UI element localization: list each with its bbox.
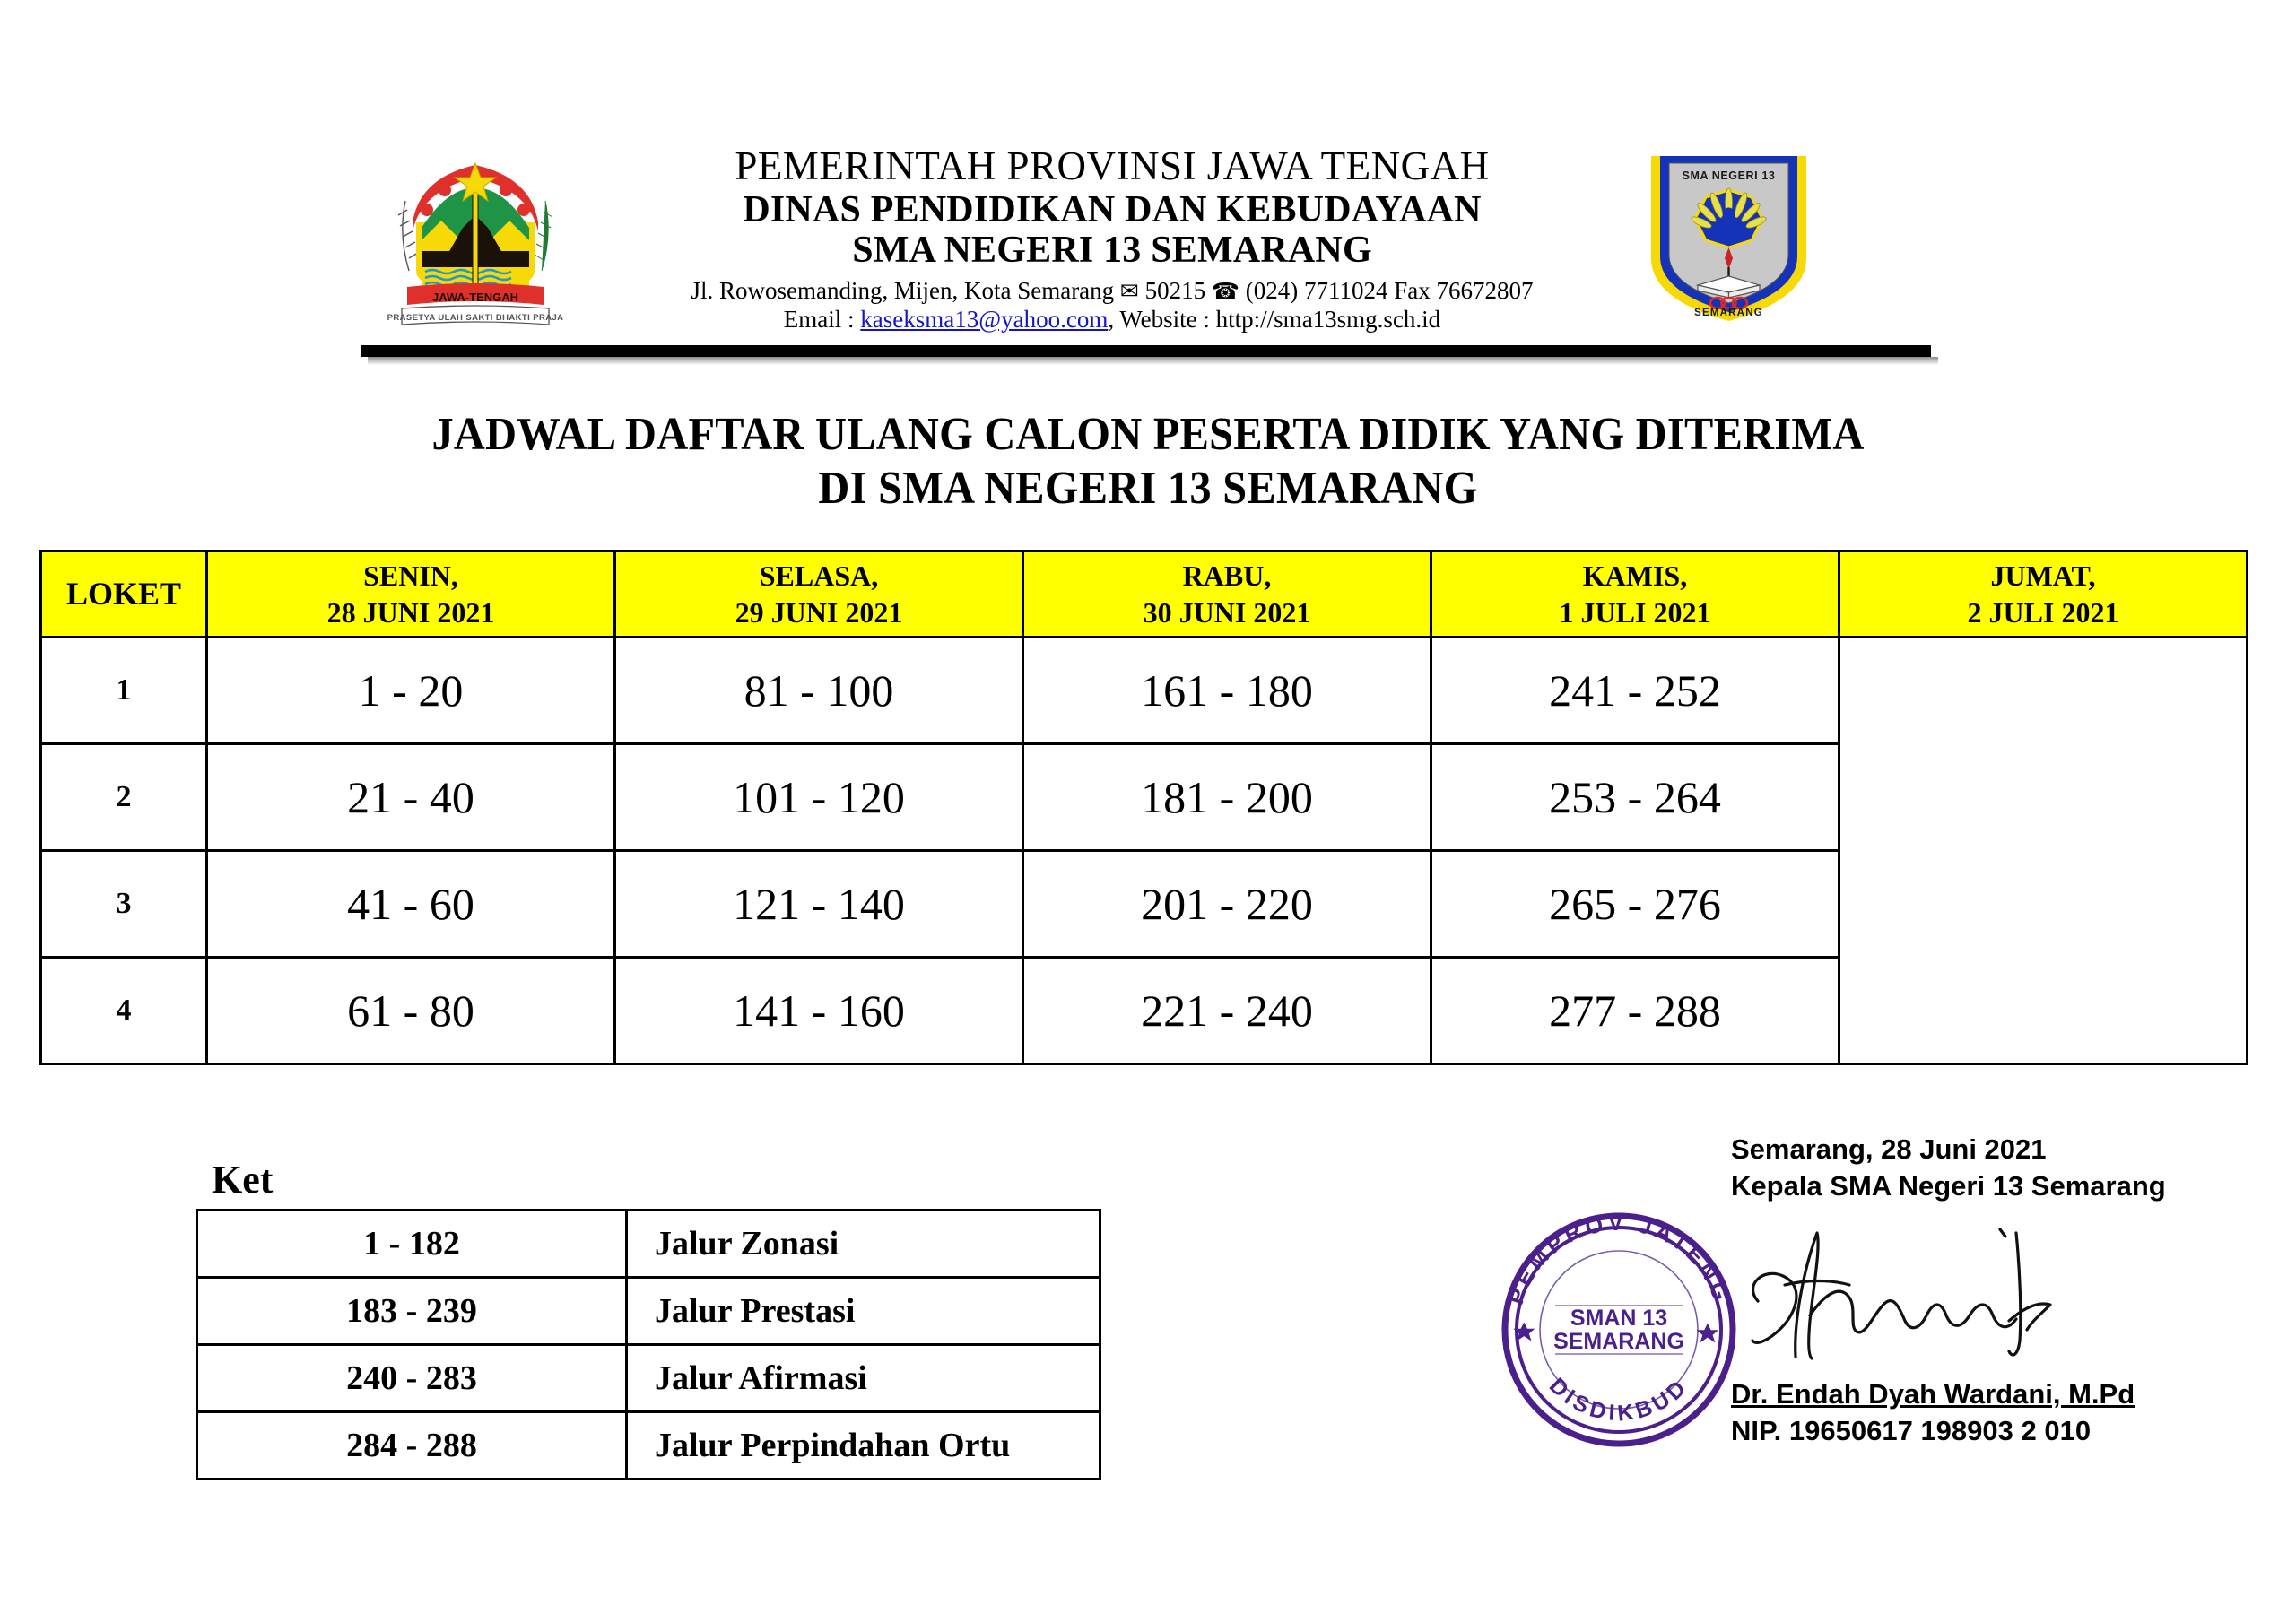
column-header-loket (41, 551, 207, 638)
stamp-top-arc-text: PEMPROV JATENG (1502, 1210, 1735, 1308)
schedule-header-row (41, 551, 2248, 638)
page-title-line-1: JADWAL DAFTAR ULANG CALON PESERTA DIDIK YANG DITERIMA (431, 409, 1865, 460)
column-header-jumat (1839, 551, 2248, 638)
range-selasa: 141 - 160 (615, 958, 1023, 1064)
email-link[interactable]: kaseksma13@yahoo.com (860, 306, 1109, 334)
range-kamis: 253 - 264 (1431, 744, 1839, 851)
signature-block (1731, 1132, 2233, 1205)
ket-range: 284 - 288 (197, 1412, 627, 1480)
ket-label: Ket (212, 1158, 274, 1202)
range-senin: 21 - 40 (207, 744, 615, 851)
loket-number: 2 (41, 744, 207, 851)
header-day-senin: SENIN, (363, 559, 458, 592)
header-date-rabu: 30 JUNI 2021 (1143, 595, 1311, 629)
header-day-jumat: JUMAT, (1990, 559, 2096, 592)
header-day-rabu: RABU, (1182, 559, 1272, 592)
signatory-nip: NIP. 19650617 198903 2 010 (1731, 1415, 2092, 1446)
postal-code: 50215 (1144, 277, 1206, 305)
range-kamis: 277 - 288 (1431, 958, 1839, 1064)
email-label: Email : (783, 306, 861, 334)
column-header-senin (207, 551, 615, 638)
column-header-rabu (1023, 551, 1431, 638)
signature-position: Kepala SMA Negeri 13 Semarang (1731, 1169, 2166, 1202)
header-day-kamis: KAMIS, (1582, 559, 1688, 592)
column-header-selasa (615, 551, 1023, 638)
official-stamp-icon (1489, 1200, 1749, 1460)
header-date-jumat: 2 JULI 2021 (1967, 595, 2119, 629)
header-date-selasa: 29 JUNI 2021 (735, 595, 903, 629)
jawa-tengah-emblem-icon (386, 145, 565, 329)
header-day-loket: LOKET (65, 576, 182, 612)
range-selasa: 121 - 140 (615, 851, 1023, 958)
letterhead (0, 135, 2296, 350)
stamp-center-line-1: SMAN 13 (1570, 1306, 1668, 1331)
range-senin: 41 - 60 (207, 851, 615, 958)
ket-range: 1 - 182 (197, 1211, 627, 1278)
header-day-selasa: SELASA, (759, 559, 879, 592)
ket-name: Jalur Prestasi (627, 1278, 1100, 1345)
stamp-bottom-arc-text: DISDIKBUD (1544, 1373, 1694, 1427)
range-jumat-empty (1839, 638, 2248, 1064)
ket-range: 183 - 239 (197, 1278, 627, 1345)
website-label: , Website : (1108, 306, 1216, 334)
ket-range: 240 - 283 (197, 1345, 627, 1412)
header-date-kamis: 1 JULI 2021 (1559, 595, 1711, 629)
letterhead-text (574, 145, 1650, 332)
page-title (0, 408, 2296, 516)
signatory-identity (1731, 1378, 2287, 1447)
schedule-table (39, 550, 2248, 1065)
letterhead-divider-rule (361, 345, 1931, 357)
emblem-caption: JAWA-TENGAH (431, 291, 519, 304)
school-name-line: SMA NEGERI 13 SEMARANG (852, 230, 1372, 272)
loket-number: 3 (41, 851, 207, 958)
loket-number: 1 (41, 638, 207, 744)
list-item (197, 1412, 1100, 1480)
table-row (41, 638, 2248, 744)
ket-name: Jalur Zonasi (627, 1211, 1100, 1278)
contact-line (574, 307, 1650, 332)
range-senin: 61 - 80 (207, 958, 615, 1064)
website-url: http://sma13smg.sch.id (1215, 306, 1441, 334)
letterhead-divider-shadow (368, 357, 1938, 365)
signatory-name: Dr. Endah Dyah Wardani, M.Pd (1731, 1378, 2135, 1410)
ket-name: Jalur Perpindahan Ortu (627, 1412, 1100, 1480)
header-date-senin: 28 JUNI 2021 (326, 595, 495, 629)
loket-number: 4 (41, 958, 207, 1064)
range-senin: 1 - 20 (207, 638, 615, 744)
emblem-motto: PRASETYA ULAH SAKTI BHAKTI PRAJA (387, 313, 564, 323)
crest-bottom-text: SEMARANG (1694, 308, 1763, 318)
range-selasa: 81 - 100 (615, 638, 1023, 744)
signature-place-date: Semarang, 28 Juni 2021 (1731, 1133, 2047, 1165)
government-line: PEMERINTAH PROVINSI JAWA TENGAH (735, 143, 1490, 188)
telephone-icon: ☎ (1211, 278, 1240, 305)
range-rabu: 181 - 200 (1023, 744, 1431, 851)
stamp-center-line-2: SEMARANG (1553, 1329, 1684, 1354)
phone-number: (024) 7711024 Fax 76672807 (1245, 277, 1534, 305)
crest-top-text: SMA NEGERI 13 (1682, 169, 1776, 182)
column-header-kamis (1431, 551, 1839, 638)
page-title-line-2: DI SMA NEGERI 13 SEMARANG (818, 463, 1478, 515)
handwritten-signature (1731, 1215, 2108, 1394)
ket-name: Jalur Afirmasi (627, 1345, 1100, 1412)
department-line: DINAS PENDIDIKAN DAN KEBUDAYAAN (743, 188, 1482, 230)
list-item (197, 1211, 1100, 1278)
school-crest-icon (1646, 151, 1812, 325)
address-line (574, 278, 1650, 303)
range-rabu: 161 - 180 (1023, 638, 1431, 744)
list-item (197, 1345, 1100, 1412)
envelope-icon: ✉ (1119, 278, 1139, 305)
range-rabu: 201 - 220 (1023, 851, 1431, 958)
ket-table (196, 1209, 1101, 1480)
range-kamis: 241 - 252 (1431, 638, 1839, 744)
range-rabu: 221 - 240 (1023, 958, 1431, 1064)
range-selasa: 101 - 120 (615, 744, 1023, 851)
range-kamis: 265 - 276 (1431, 851, 1839, 958)
list-item (197, 1278, 1100, 1345)
street-address: Jl. Rowosemanding, Mijen, Kota Semarang (691, 277, 1115, 305)
